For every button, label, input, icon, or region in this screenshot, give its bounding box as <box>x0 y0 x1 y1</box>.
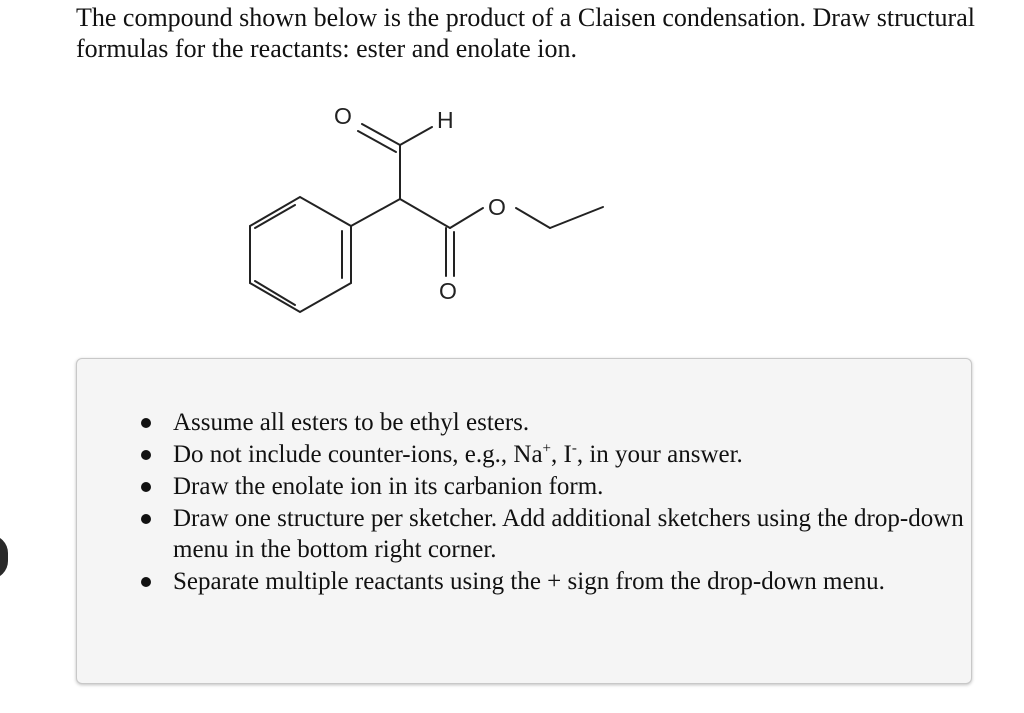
benzene-double-bond <box>255 281 295 305</box>
bullet-icon <box>141 577 151 587</box>
bond-aldehyde-ch <box>400 127 432 145</box>
instruction-text: Draw the enolate ion in its carbanion form. <box>173 473 604 500</box>
bullet-icon <box>141 482 151 492</box>
instructions-list <box>77 407 967 598</box>
bullet-icon <box>141 418 151 428</box>
bullet-icon <box>141 450 151 460</box>
bond-aldehyde-co-double-b <box>358 131 396 152</box>
aldehyde-hydrogen-label: H <box>437 107 454 133</box>
bond-aldehyde-co-double-a <box>362 124 400 145</box>
sodium-charge: + <box>542 440 552 457</box>
instruction-text-suffix: , in your answer. <box>576 441 743 468</box>
benzene-ring <box>250 197 351 312</box>
benzene-double-bond <box>255 205 295 228</box>
instruction-text: Separate multiple reactants using the + sign from the drop-down menu. <box>173 568 885 595</box>
question-text: The compound shown below is the product of a Claisen condensation. Draw structural formulas for the reactants: ester and enolate ion. <box>76 3 975 63</box>
bond-ring-to-alpha <box>351 199 400 226</box>
instruction-text-middle: , I <box>551 441 572 468</box>
instruction-text: Draw one structure per sketcher. Add additional sketchers using the drop-down menu in the bottom right corner. <box>173 505 964 563</box>
list-item <box>77 471 967 502</box>
instructions-panel <box>76 358 972 684</box>
aldehyde-oxygen-label: O <box>334 103 352 129</box>
bond-o-to-ch2 <box>516 208 550 228</box>
list-item <box>77 503 967 565</box>
bond-ch2-to-ch3 <box>550 207 603 228</box>
bond-alpha-to-ester-c <box>400 199 450 228</box>
carbonyl-oxygen-label: O <box>439 278 457 304</box>
instruction-text: Assume all esters to be ethyl esters. <box>173 409 530 436</box>
list-item <box>77 439 967 470</box>
iodide-charge: - <box>571 440 577 457</box>
bullet-icon <box>141 514 151 524</box>
list-item <box>77 407 967 438</box>
list-item <box>77 566 967 597</box>
bond-ester-c-to-o <box>450 208 483 228</box>
instruction-text-prefix: Do not include counter-ions, e.g., Na <box>173 441 543 468</box>
ester-oxygen-label: O <box>488 194 506 220</box>
